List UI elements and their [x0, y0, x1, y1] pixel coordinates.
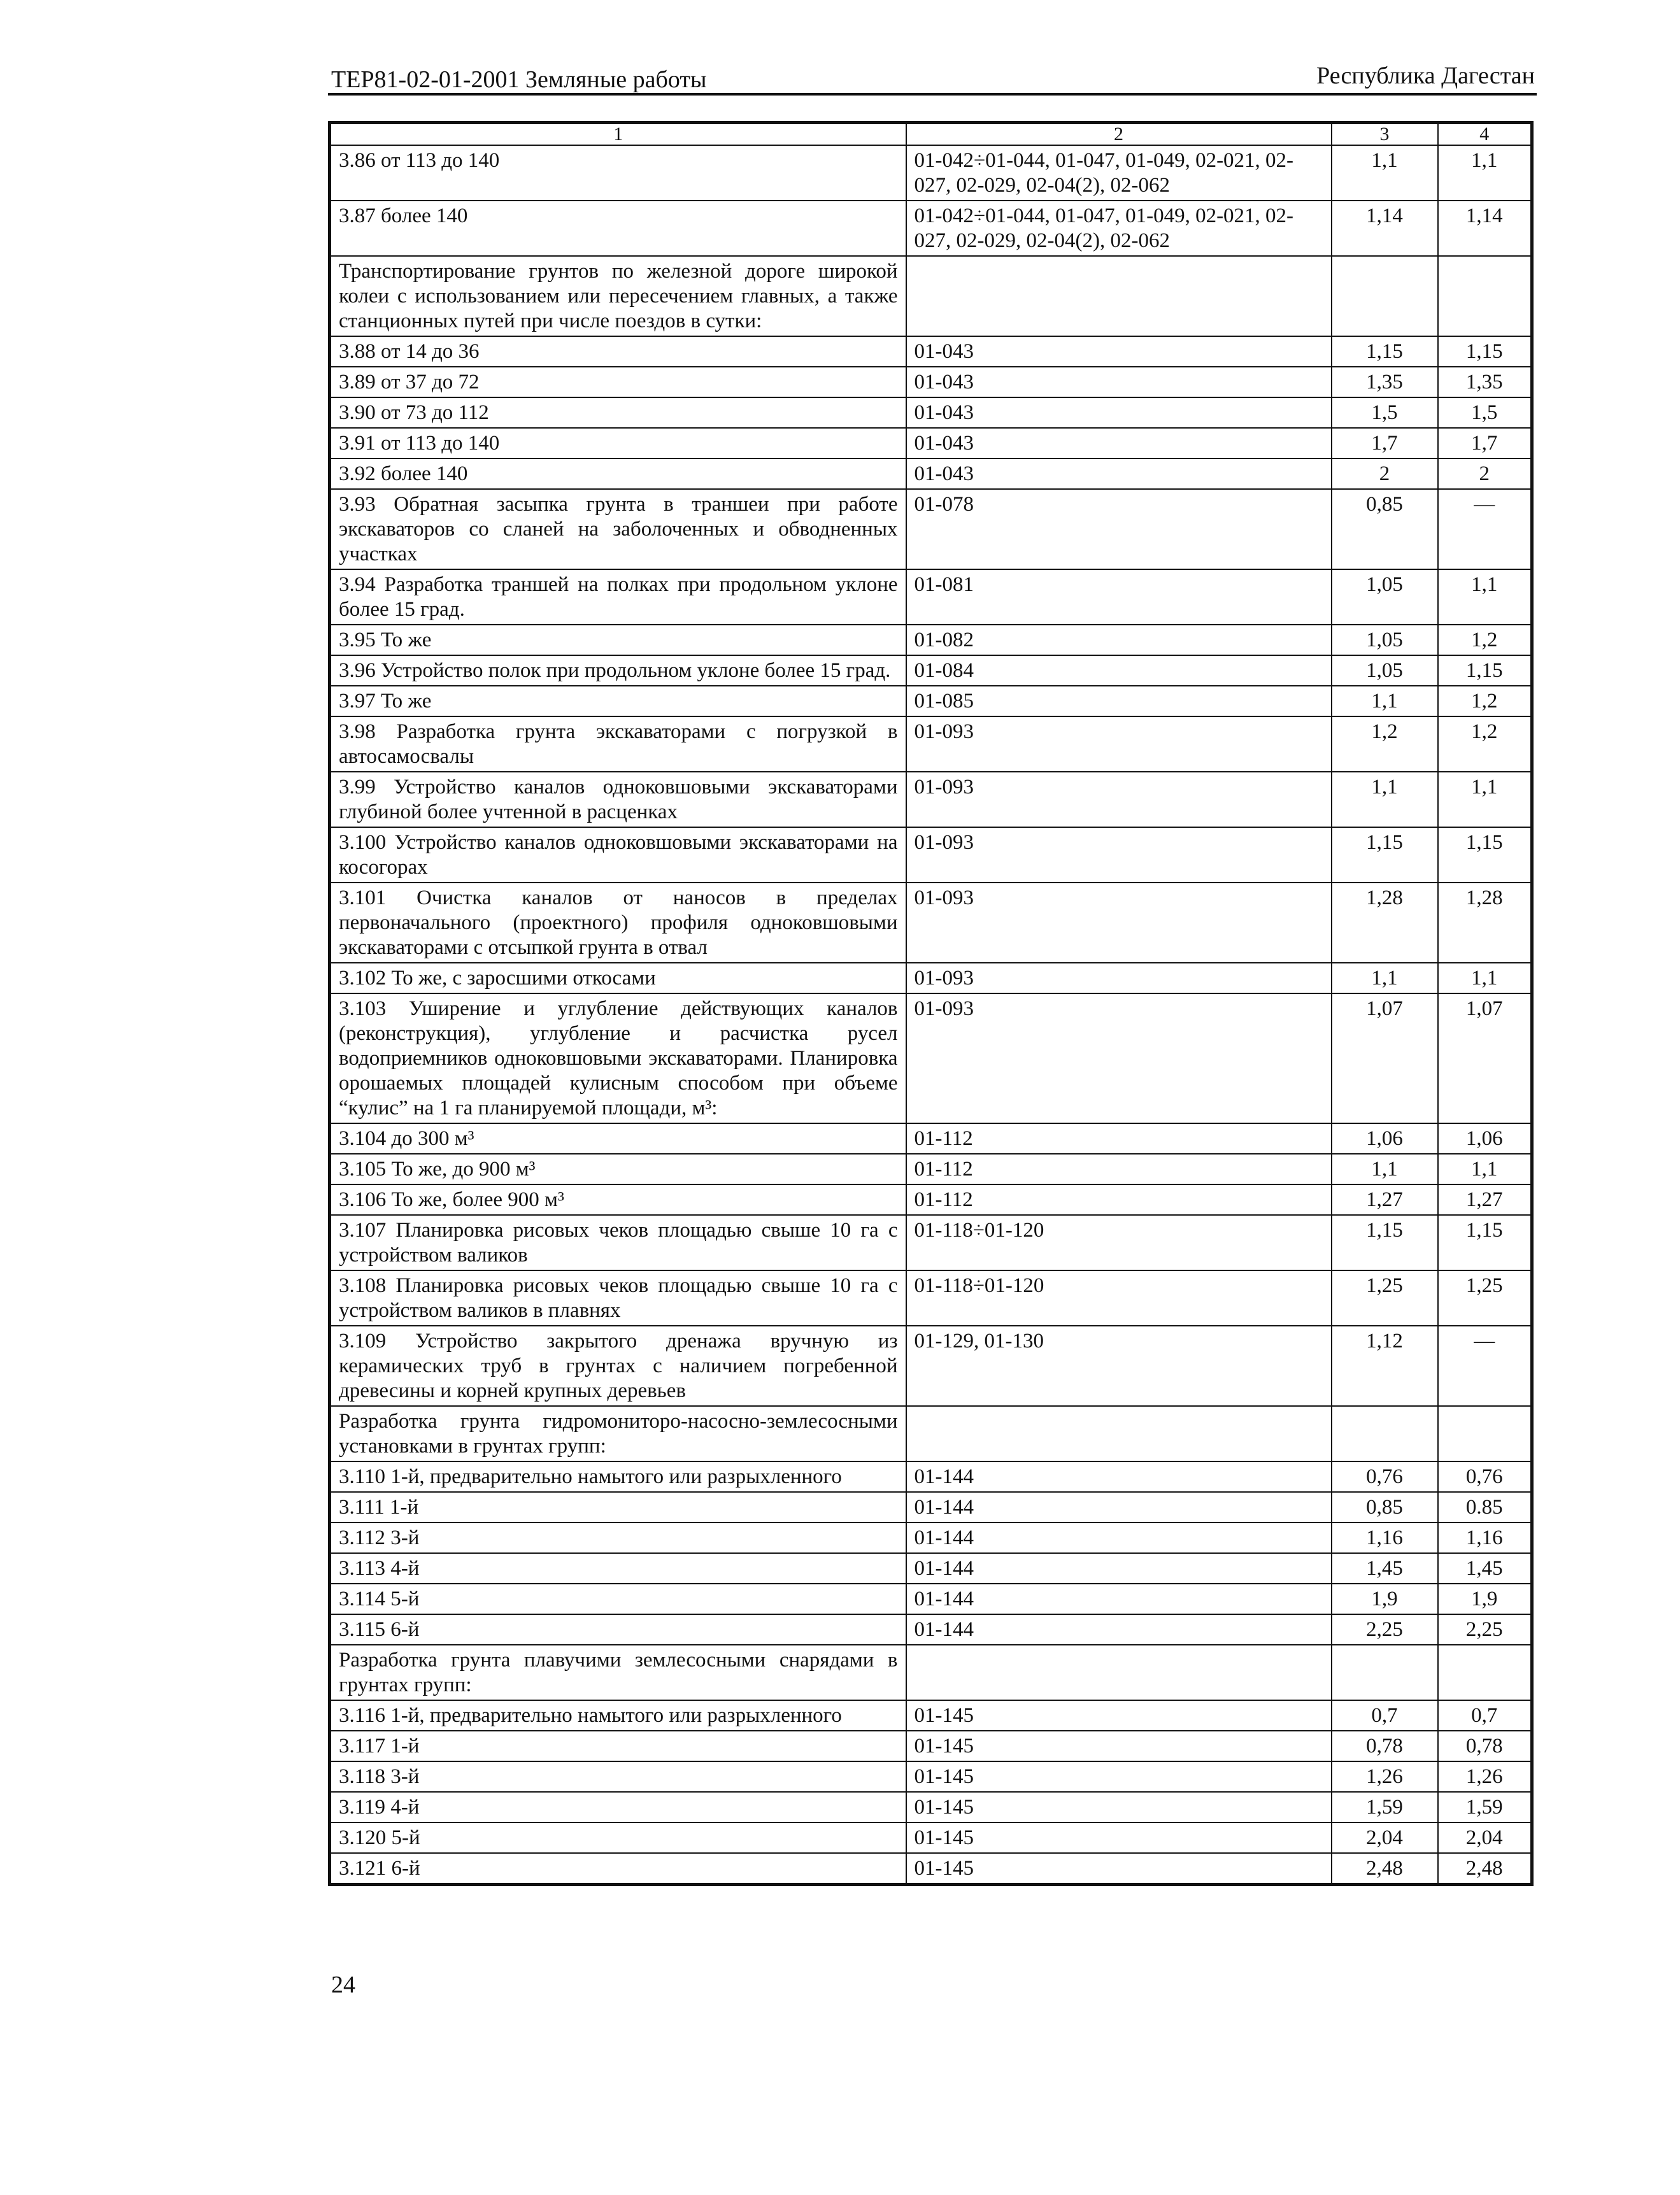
table-cell-col1: 3.100 Устройство каналов одноковшовыми экскаваторами на косогорах [330, 827, 906, 883]
table-cell-col1: 3.92 более 140 [330, 458, 906, 489]
table-cell-col3 [1332, 1406, 1438, 1461]
table-row [330, 201, 1532, 256]
table-row [330, 1215, 1532, 1270]
table-cell-col1: 3.101 Очистка каналов от наносов в пределах первоначального (проектного) профиля одноковшовыми экскаваторами с отсыпкой грунта в отвал [330, 883, 906, 963]
table-cell-col1: 3.121 6-й [330, 1853, 906, 1885]
table-cell-col1: 3.119 4-й [330, 1792, 906, 1822]
table-cell-col4: 1,07 [1438, 993, 1532, 1123]
table-cell-col4: 1,14 [1438, 201, 1532, 256]
table-cell-col4: 1,1 [1438, 569, 1532, 625]
table-cell-col3: 1,15 [1332, 1215, 1438, 1270]
table-cell-col2: 01-145 [906, 1853, 1332, 1885]
table-cell-col4: 1,1 [1438, 145, 1532, 201]
table-row [330, 1326, 1532, 1406]
table-cell-col3: 1,1 [1332, 1154, 1438, 1184]
table-cell-col3: 1,06 [1332, 1123, 1438, 1154]
table-cell-col2: 01-144 [906, 1553, 1332, 1584]
table-row [330, 686, 1532, 716]
table-row [330, 367, 1532, 397]
table-cell-col2: 01-093 [906, 716, 1332, 772]
table-cell-col4: 1,45 [1438, 1553, 1532, 1584]
table-cell-col3: 1,16 [1332, 1523, 1438, 1553]
table-cell-col3: 2,04 [1332, 1822, 1438, 1853]
table-row [330, 458, 1532, 489]
table-cell-col4: 1,2 [1438, 716, 1532, 772]
table-row [330, 716, 1532, 772]
table-cell-col4: 1,15 [1438, 827, 1532, 883]
table-row [330, 1461, 1532, 1492]
table-cell-col4: 1,26 [1438, 1761, 1532, 1792]
table-cell-col3: 1,28 [1332, 883, 1438, 963]
table-cell-col1: 3.114 5-й [330, 1584, 906, 1614]
table-cell-col4 [1438, 1645, 1532, 1700]
table-cell-col2: 01-145 [906, 1700, 1332, 1731]
table-cell-col1: 3.104 до 300 м³ [330, 1123, 906, 1154]
table-cell-col4: 1,1 [1438, 1154, 1532, 1184]
table-cell-col3: 1,07 [1332, 993, 1438, 1123]
table-cell-col2: 01-042÷01-044, 01-047, 01-049, 02-021, 02-027, 02-029, 02-04(2), 02-062 [906, 201, 1332, 256]
table-cell-col2: 01-144 [906, 1523, 1332, 1553]
table-cell-col4: 1,15 [1438, 1215, 1532, 1270]
table-cell-col2: 01-078 [906, 489, 1332, 569]
table-row [330, 428, 1532, 458]
table-cell-col4: 1,27 [1438, 1184, 1532, 1215]
table-cell-col3: 2,48 [1332, 1853, 1438, 1885]
table-cell-col2 [906, 1645, 1332, 1700]
table-cell-col4: 0.85 [1438, 1492, 1532, 1523]
table-row [330, 1822, 1532, 1853]
table-cell-col1: 3.90 от 73 до 112 [330, 397, 906, 428]
table-cell-col2: 01-093 [906, 963, 1332, 993]
table-cell-col3: 1,15 [1332, 336, 1438, 367]
table-cell-col3: 1,59 [1332, 1792, 1438, 1822]
table-cell-col4: 1,5 [1438, 397, 1532, 428]
table-cell-col1: 3.108 Планировка рисовых чеков площадью свыше 10 га с устройством валиков в плавнях [330, 1270, 906, 1326]
table-cell-col4: 2,04 [1438, 1822, 1532, 1853]
table-cell-col4: — [1438, 1326, 1532, 1406]
table-cell-col4: 1,25 [1438, 1270, 1532, 1326]
table-cell-col2: 01-043 [906, 458, 1332, 489]
table-cell-col4: 1,2 [1438, 686, 1532, 716]
table-row [330, 1492, 1532, 1523]
table-cell-col1: 3.95 То же [330, 625, 906, 655]
table-row [330, 145, 1532, 201]
table-cell-col1: 3.107 Планировка рисовых чеков площадью свыше 10 га с устройством валиков [330, 1215, 906, 1270]
table-cell-col2: 01-145 [906, 1792, 1332, 1822]
table-cell-col2: 01-082 [906, 625, 1332, 655]
table-cell-col1: 3.93 Обратная засыпка грунта в траншеи при работе экскаваторов со сланей на заболоченных и обводненных участках [330, 489, 906, 569]
table-cell-col2: 01-043 [906, 367, 1332, 397]
table-cell-col4: 1,15 [1438, 336, 1532, 367]
table-cell-col3: 1,1 [1332, 963, 1438, 993]
table-cell-col4: 1,28 [1438, 883, 1532, 963]
table-row [330, 569, 1532, 625]
table-cell-col3: 2,25 [1332, 1614, 1438, 1645]
table-cell-col2: 01-043 [906, 336, 1332, 367]
table-row [330, 1406, 1532, 1461]
table-cell-col2: 01-093 [906, 883, 1332, 963]
table-cell-col3: 1,25 [1332, 1270, 1438, 1326]
table-cell-col3: 1,05 [1332, 569, 1438, 625]
table-row [330, 397, 1532, 428]
table-cell-col4: 0,78 [1438, 1731, 1532, 1761]
table-cell-col2: 01-084 [906, 655, 1332, 686]
table-cell-col2: 01-118÷01-120 [906, 1270, 1332, 1326]
table-body [330, 123, 1532, 1885]
table-cell-col4: 1,16 [1438, 1523, 1532, 1553]
column-number-row [330, 123, 1532, 146]
table-cell-col2: 01-093 [906, 827, 1332, 883]
table-cell-col2: 01-144 [906, 1614, 1332, 1645]
table-cell-col1: 3.113 4-й [330, 1553, 906, 1584]
table-cell-col1: Разработка грунта плавучими землесосными снарядами в грунтах групп: [330, 1645, 906, 1700]
document-title: ТЕР81-02-01-2001 Земляные работы [331, 66, 707, 93]
table-cell-col1: 3.103 Уширение и углубление действующих каналов (реконструкция), углубление и расчистка русел водоприемников одноковшовыми экскаваторами. Планировка орошаемых площадей кулисным способом при объеме “кулис” на 1 га планируемой площади, м³: [330, 993, 906, 1123]
table-cell-col4: 2,48 [1438, 1853, 1532, 1885]
coefficients-table [328, 121, 1534, 1886]
table-cell-col3: 2 [1332, 458, 1438, 489]
table-cell-col1: 3.96 Устройство полок при продольном уклоне более 15 град. [330, 655, 906, 686]
table-cell-col1: Разработка грунта гидромониторо-насосно-землесосными установками в грунтах групп: [330, 1406, 906, 1461]
table-row [330, 1523, 1532, 1553]
table-cell-col2: 01-145 [906, 1822, 1332, 1853]
page-number: 24 [331, 1971, 355, 1998]
table-row [330, 1553, 1532, 1584]
table-cell-col3 [1332, 1645, 1438, 1700]
table-cell-col3: 1,27 [1332, 1184, 1438, 1215]
table-row [330, 655, 1532, 686]
table-cell-col4: 2 [1438, 458, 1532, 489]
table-row [330, 1614, 1532, 1645]
table-row [330, 1154, 1532, 1184]
table-row [330, 1584, 1532, 1614]
table-cell-col3: 1,9 [1332, 1584, 1438, 1614]
table-row [330, 883, 1532, 963]
column-header-1: 1 [330, 123, 906, 146]
table-cell-col1: 3.102 То же, с заросшими откосами [330, 963, 906, 993]
table-row [330, 1645, 1532, 1700]
table-cell-col1: 3.105 То же, до 900 м³ [330, 1154, 906, 1184]
table-cell-col2 [906, 1406, 1332, 1461]
table-cell-col3: 1,7 [1332, 428, 1438, 458]
table-cell-col4: 1,15 [1438, 655, 1532, 686]
table-cell-col1: 3.117 1-й [330, 1731, 906, 1761]
table-cell-col1: 3.118 3-й [330, 1761, 906, 1792]
table-cell-col2: 01-144 [906, 1461, 1332, 1492]
table-cell-col2: 01-144 [906, 1492, 1332, 1523]
table-cell-col1: 3.106 То же, более 900 м³ [330, 1184, 906, 1215]
table-cell-col2: 01-118÷01-120 [906, 1215, 1332, 1270]
table-cell-col4: 2,25 [1438, 1614, 1532, 1645]
table-cell-col3 [1332, 256, 1438, 336]
table-cell-col3: 0,78 [1332, 1731, 1438, 1761]
table-cell-col4: 1,06 [1438, 1123, 1532, 1154]
table-cell-col2: 01-093 [906, 772, 1332, 827]
table-cell-col2: 01-112 [906, 1123, 1332, 1154]
table-row [330, 1792, 1532, 1822]
table-cell-col4: 1,1 [1438, 772, 1532, 827]
table-cell-col3: 1,35 [1332, 367, 1438, 397]
table-cell-col3: 1,05 [1332, 625, 1438, 655]
table-cell-col1: 3.115 6-й [330, 1614, 906, 1645]
table-cell-col4: 1,1 [1438, 963, 1532, 993]
table-row [330, 772, 1532, 827]
table-row [330, 256, 1532, 336]
table-cell-col1: 3.116 1-й, предварительно намытого или разрыхленного [330, 1700, 906, 1731]
table-row [330, 827, 1532, 883]
table-cell-col2: 01-093 [906, 993, 1332, 1123]
table-cell-col4: 0,76 [1438, 1461, 1532, 1492]
region-label: Республика Дагестан [1316, 62, 1535, 89]
table-cell-col1: 3.87 более 140 [330, 201, 906, 256]
table-row [330, 963, 1532, 993]
column-header-3: 3 [1332, 123, 1438, 146]
table-cell-col4: 1,9 [1438, 1584, 1532, 1614]
table-cell-col2: 01-085 [906, 686, 1332, 716]
table-cell-col3: 1,1 [1332, 686, 1438, 716]
table-cell-col3: 1,1 [1332, 145, 1438, 201]
table-cell-col1: 3.112 3-й [330, 1523, 906, 1553]
table-cell-col3: 1,05 [1332, 655, 1438, 686]
table-cell-col4: — [1438, 489, 1532, 569]
table-cell-col1: 3.111 1-й [330, 1492, 906, 1523]
table-cell-col3: 1,1 [1332, 772, 1438, 827]
table-cell-col2: 01-043 [906, 428, 1332, 458]
table-cell-col2: 01-144 [906, 1584, 1332, 1614]
table-cell-col3: 1,14 [1332, 201, 1438, 256]
table-cell-col1: 3.109 Устройство закрытого дренажа вручную из керамических труб в грунтах с наличием погребенной древесины и корней крупных деревьев [330, 1326, 906, 1406]
table-row [330, 489, 1532, 569]
table-cell-col2: 01-112 [906, 1154, 1332, 1184]
table-cell-col3: 0,76 [1332, 1461, 1438, 1492]
table-row [330, 993, 1532, 1123]
table-cell-col1: 3.94 Разработка траншей на полках при продольном уклоне более 15 град. [330, 569, 906, 625]
table-cell-col1: 3.86 от 113 до 140 [330, 145, 906, 201]
table-row [330, 625, 1532, 655]
table-row [330, 1731, 1532, 1761]
table-cell-col2: 01-129, 01-130 [906, 1326, 1332, 1406]
table-cell-col3: 0,85 [1332, 489, 1438, 569]
table-cell-col3: 1,26 [1332, 1761, 1438, 1792]
table-cell-col3: 0,85 [1332, 1492, 1438, 1523]
table-row [330, 1123, 1532, 1154]
table-cell-col1: Транспортирование грунтов по железной дороге широкой колеи с использованием или пересечением главных, а также станционных путей при числе поездов в сутки: [330, 256, 906, 336]
table-cell-col2: 01-043 [906, 397, 1332, 428]
table-cell-col1: 3.98 Разработка грунта экскаваторами с погрузкой в автосамосвалы [330, 716, 906, 772]
table-cell-col4: 0,7 [1438, 1700, 1532, 1731]
header-rule [328, 93, 1537, 96]
table-cell-col4 [1438, 256, 1532, 336]
column-header-4: 4 [1438, 123, 1532, 146]
table-row [330, 1270, 1532, 1326]
table-cell-col2: 01-042÷01-044, 01-047, 01-049, 02-021, 02-027, 02-029, 02-04(2), 02-062 [906, 145, 1332, 201]
table-cell-col3: 1,5 [1332, 397, 1438, 428]
table-cell-col1: 3.88 от 14 до 36 [330, 336, 906, 367]
table-cell-col2: 01-145 [906, 1731, 1332, 1761]
table-cell-col4: 1,59 [1438, 1792, 1532, 1822]
table-cell-col1: 3.89 от 37 до 72 [330, 367, 906, 397]
column-header-2: 2 [906, 123, 1332, 146]
table-cell-col2: 01-112 [906, 1184, 1332, 1215]
table-cell-col1: 3.91 от 113 до 140 [330, 428, 906, 458]
table-cell-col3: 0,7 [1332, 1700, 1438, 1731]
table-row [330, 1184, 1532, 1215]
table-cell-col2: 01-081 [906, 569, 1332, 625]
table-cell-col4: 1,35 [1438, 367, 1532, 397]
table-cell-col2: 01-145 [906, 1761, 1332, 1792]
table-row [330, 1700, 1532, 1731]
table-cell-col4: 1,7 [1438, 428, 1532, 458]
table-cell-col1: 3.110 1-й, предварительно намытого или разрыхленного [330, 1461, 906, 1492]
table-cell-col3: 1,45 [1332, 1553, 1438, 1584]
table-cell-col4: 1,2 [1438, 625, 1532, 655]
table-row [330, 1853, 1532, 1885]
table-cell-col1: 3.120 5-й [330, 1822, 906, 1853]
table-cell-col1: 3.97 То же [330, 686, 906, 716]
table-cell-col3: 1,12 [1332, 1326, 1438, 1406]
table-cell-col3: 1,15 [1332, 827, 1438, 883]
table-row [330, 336, 1532, 367]
table-cell-col2 [906, 256, 1332, 336]
table-cell-col1: 3.99 Устройство каналов одноковшовыми экскаваторами глубиной более учтенной в расценках [330, 772, 906, 827]
table-cell-col4 [1438, 1406, 1532, 1461]
table-cell-col3: 1,2 [1332, 716, 1438, 772]
table-row [330, 1761, 1532, 1792]
